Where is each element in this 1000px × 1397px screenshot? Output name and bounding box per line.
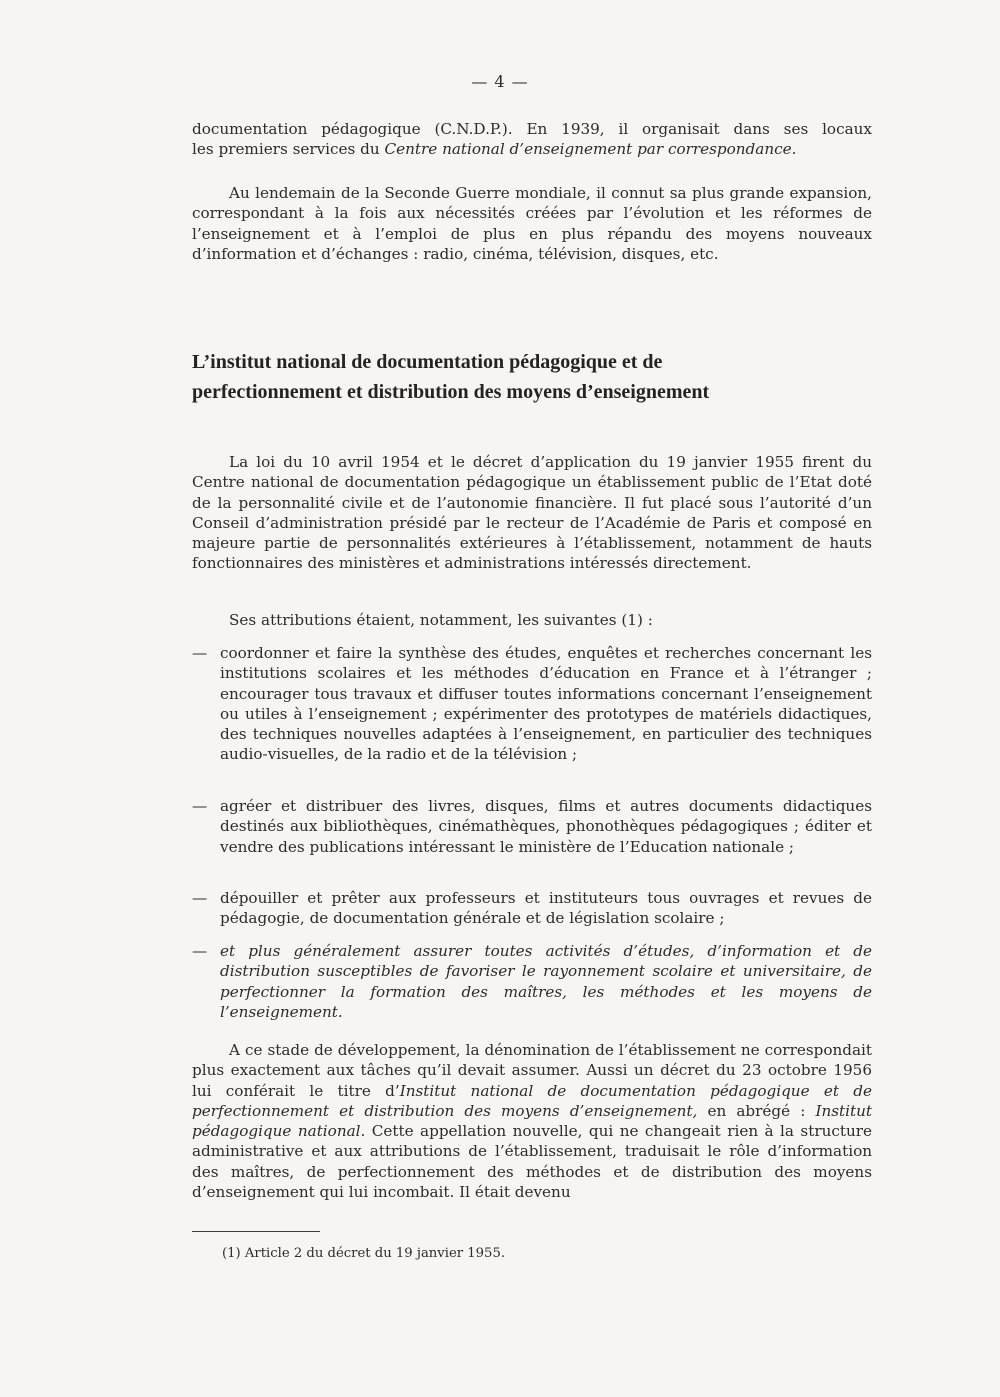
paragraph-5-text-c: en abrégé :: [697, 1101, 816, 1120]
paragraph-1-line-1: documentation pédagogique (C.N.D.P.). En 1939, il organisait dans ses locaux: [192, 120, 872, 138]
paragraph-1-line-2: [192, 139, 872, 159]
dash-bullet: —: [192, 889, 208, 907]
paragraph-5: [192, 1040, 872, 1202]
paragraph-5-italic-title: Institut national de documentation pédagogique et de perfectionnement et distribution des moyens d’enseignement,: [192, 1081, 872, 1120]
paragraph-3: La loi du 10 avril 1954 et le décret d’application du 19 janvier 1955 firent du Centre national de documentation pédagogique un établissement public de l’Etat doté de la personnalité civile et de l’autonomie financière. Il fut placé sous l’autorité d’un Conseil d’administration présidé par le recteur de l’Académie de Paris et composé en majeure partie de personnalités extérieures à l’établissement, notamment de hauts fonctionnaires des ministères et administrations intéressés directement.: [192, 453, 872, 573]
section-heading: [192, 347, 892, 407]
footnote-divider: [192, 1231, 320, 1232]
paragraph-4: Ses attributions étaient, notamment, les suivantes (1) :: [229, 611, 653, 629]
list-item: [192, 796, 872, 857]
list-item-text-italic: [220, 941, 872, 1022]
footnote: (1) Article 2 du décret du 19 janvier 1955.: [222, 1246, 506, 1261]
dash-bullet: —: [192, 942, 208, 960]
section-heading-line-2: perfectionnement et distribution des moyens d’enseignement: [192, 381, 710, 403]
dash-bullet: —: [192, 644, 208, 662]
paragraph-5-text-e: Cette appellation nouvelle, qui ne changeait rien à la structure administrative et aux attributions de l’établissement, traduisait le rôle d’information des maîtres, de perfectionnement des méthodes et de distribution des moyens d’enseignement qui lui incombait. Il était devenu: [192, 1122, 872, 1202]
paragraph-5-text-a: A ce stade de développement, la dénomination de l’établissement ne correspondait plus exactement aux tâches qu’il devait assumer. Aussi un décret du 23 octobre 1956 lui conférait le titre d’: [192, 1041, 872, 1100]
list-item: [192, 888, 872, 929]
list-item-italic: et plus généralement assurer toutes activités d’études, d’information et de distribution susceptibles de favoriser le rayonnement scolaire et universitaire, de perfectionner la formation des maîtres, les méthodes et les moyens de l’enseignement.: [220, 942, 872, 1021]
list-item: [192, 643, 872, 765]
dash-bullet: —: [192, 797, 208, 815]
list-item-text: agréer et distribuer des livres, disques, films et autres documents didactiques destinés aux bibliothèques, cinémathèques, phonothèques pédagogiques ; éditer et vendre des publications intéressant le ministère de l’Education nationale ;: [220, 797, 872, 856]
paragraph-2: Au lendemain de la Seconde Guerre mondiale, il connut sa plus grande expansion, correspondant à la fois aux nécessités créées par l’évolution et les réformes de l’enseignement et à l’emploi de plus en plus répandu des moyens nouveaux d’information et d’échanges : radio, cinéma, télévision, disques, etc.: [192, 184, 872, 263]
paragraph-5-italic-short: Institut pédagogique national.: [192, 1101, 872, 1141]
section-heading-line-1: L’institut national de documentation pédagogique et de: [192, 351, 663, 373]
paragraph-1: [192, 119, 872, 160]
list-item-text: dépouiller et prêter aux professeurs et instituteurs tous ouvrages et revues de pédagogie, de documentation générale et de législation scolaire ;: [220, 889, 872, 928]
paragraph-1-italic: Centre national d’enseignement par correspondance.: [384, 140, 797, 159]
list-item: [192, 941, 872, 1022]
paragraph-1-text: les premiers services du: [192, 140, 385, 159]
page-number: — 4 —: [471, 72, 529, 91]
list-item-text: coordonner et faire la synthèse des études, enquêtes et recherches concernant les institutions scolaires et les méthodes d’éducation en France et à l’étranger ; encourager tous travaux et diffuser toutes informations concernant l’enseignement ou utiles à l’enseignement ; expérimenter des prototypes de matériels didactiques, des techniques nouvelles adaptées à l’enseignement, en particulier des techniques audio-visuelles, de la radio et de la télévision ;: [220, 644, 872, 764]
